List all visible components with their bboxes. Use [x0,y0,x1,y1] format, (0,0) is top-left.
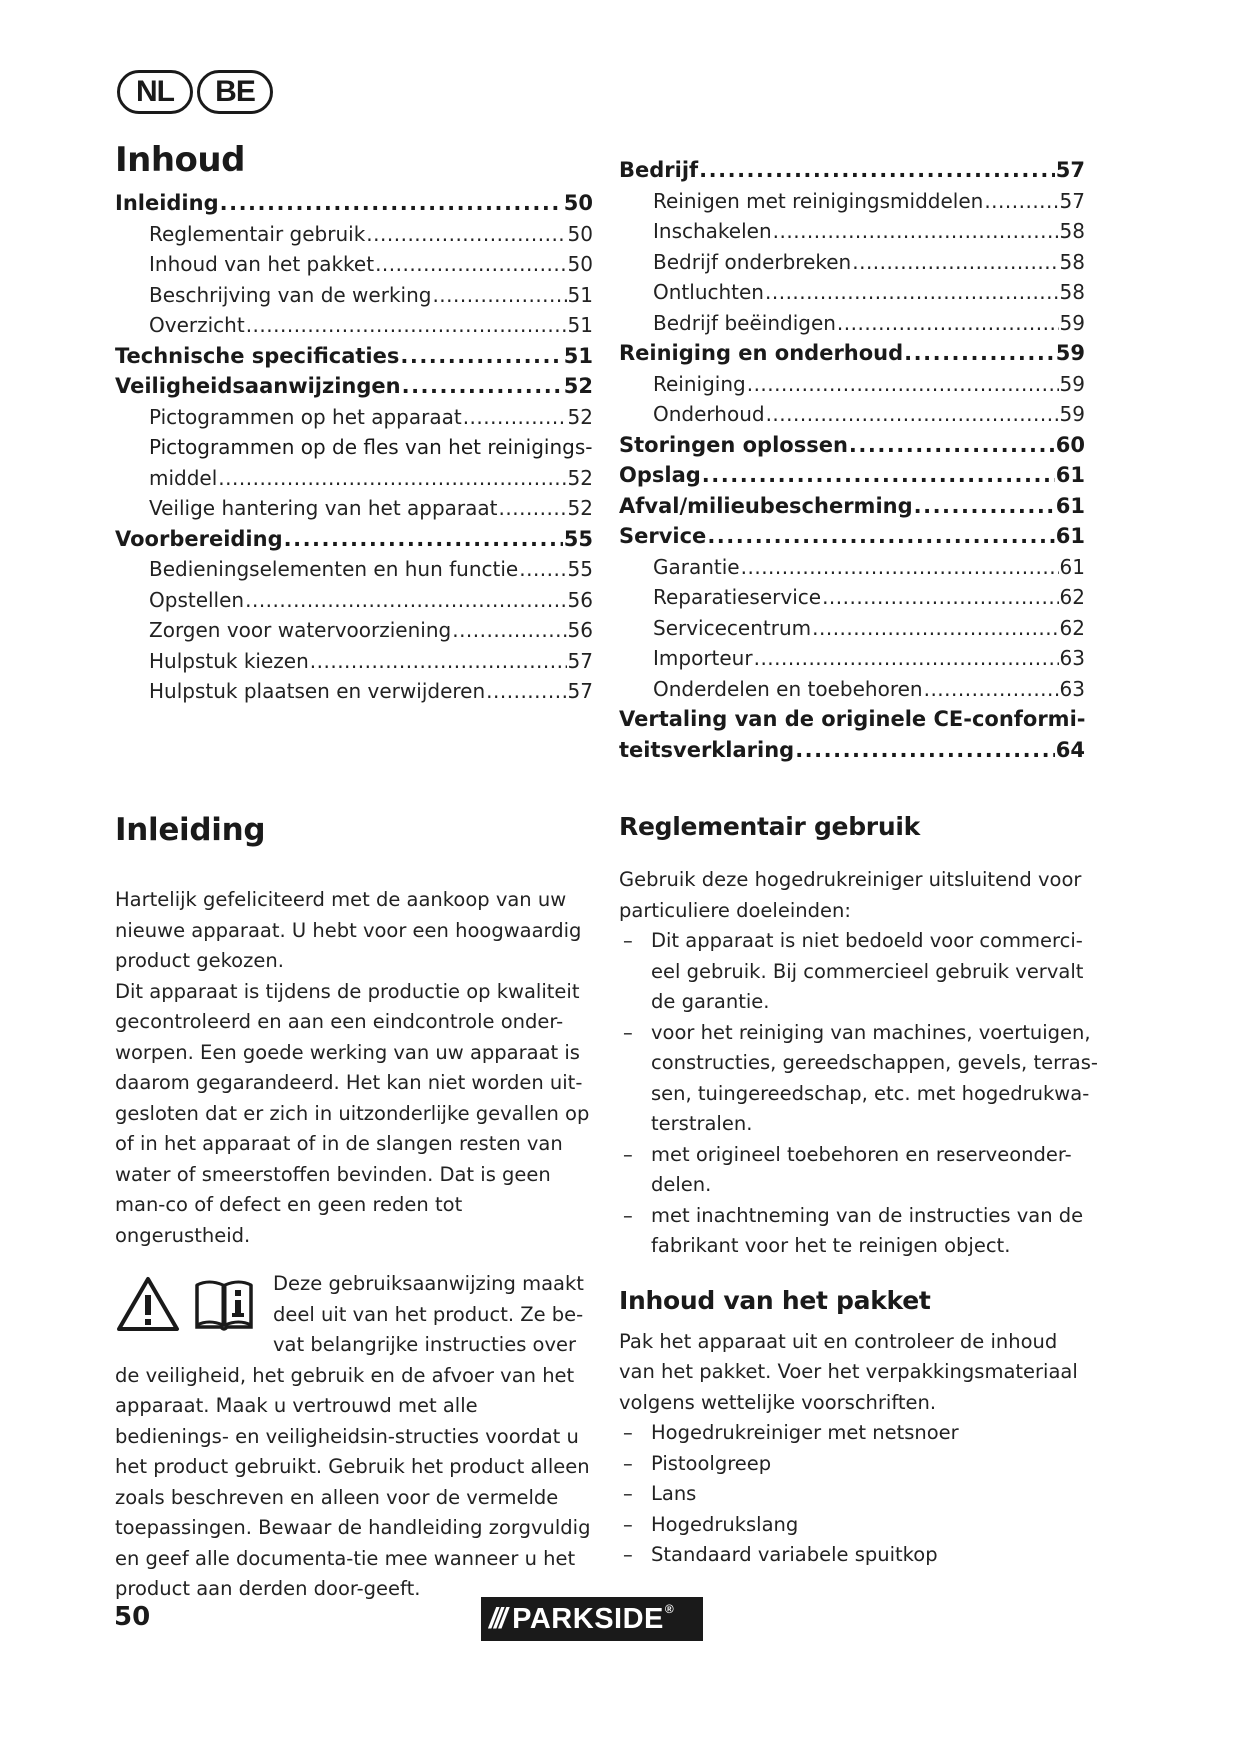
usage-intro: Gebruik deze hogedrukreiniger uitsluitend voor particuliere doeleinden: [619,868,1082,922]
toc-leader-dots [904,338,1055,369]
toc-entry-page: 51 [567,282,593,307]
toc-entry-page: 63 [1059,676,1085,701]
toc-entry-page: 62 [1059,585,1085,609]
toc-leader-dots [707,521,1054,552]
language-badges [117,70,273,114]
toc-leader-dots [220,188,563,219]
toc-entry-title: Opslag [619,463,701,487]
toc-entry [619,369,1085,400]
toc-leader-dots [754,643,1059,674]
toc-entry [115,493,593,524]
toc-entry-page: 56 [567,618,593,642]
list-item: – Hogedrukreiniger met netsnoer [619,1418,1099,1449]
list-item: – Pistoolgreep [619,1449,1099,1480]
toc-entry-page: 57 [567,679,593,703]
toc-entry-page: 55 [563,526,593,551]
language-badge: NL [117,70,193,114]
toc-entry [115,249,593,280]
list-item: – voor het reiniging van machines, voertuigen, constructies, gereedschappen, gevels, terras-sen, tuingereedschap, etc. met hogedrukwa-terstralen. [619,1018,1099,1140]
toc-entry [619,613,1085,644]
toc-entry-page: 62 [1059,615,1085,640]
toc-entry-title: Inhoud van het pakket [149,252,375,276]
toc-entry-title: Voorbereiding [115,526,283,551]
toc-entry-page: 51 [567,313,593,337]
toc-entry [115,615,593,646]
toc-leader-dots [702,460,1055,491]
page-number: 50 [114,1602,151,1632]
toc-leader-dots [747,369,1059,400]
toc-entry-page: 51 [563,343,593,368]
toc-entry [115,341,593,372]
toc-entry-title: Afval/milieubescherming [619,493,913,518]
toc-entry [619,186,1085,217]
toc-entry [115,371,593,402]
toc-entry [115,310,593,341]
toc-entry-page: 52 [567,404,593,429]
toc-leader-dots [849,430,1055,461]
toc-entry [619,643,1085,674]
toc-entry [619,216,1085,247]
intro-paragraph: Hartelijk gefeliciteerd met de aankoop van uw nieuwe apparaat. U hebt voor een hoogwaardig product gekozen. [115,888,582,972]
usage-heading: Reglementair gebruik [619,812,920,841]
toc-entry-title: Importeur [653,646,753,670]
toc-entry-title: Inschakelen [653,219,772,243]
toc-leader-dots [773,216,1059,247]
toc-entry [115,219,593,250]
toc-entry-title: Storingen oplossen [619,432,848,457]
toc-leader-dots [822,582,1058,613]
toc-entry [619,460,1085,491]
toc-entry [619,399,1085,430]
list-item: – Hogedrukslang [619,1510,1099,1541]
list-item: – Lans [619,1479,1099,1510]
toc-entry-title: Technische specificaties [115,343,400,368]
language-badge: BE [197,70,273,114]
toc-entry-page: 56 [567,587,593,612]
toc-leader-dots [463,402,567,433]
toc-entry-title: Hulpstuk plaatsen en verwijderen [149,679,486,703]
toc-leader-dots [852,247,1058,278]
toc-entry-page: 50 [563,191,593,215]
toc-entry-page: 50 [567,252,593,276]
intro-paragraph: Dit apparaat is tijdens de productie op kwaliteit gecontroleerd en aan een eindcontrole onder-worpen. Een goede werking van uw apparaat is daarom gegarandeerd. Het kan niet worden uit-gesloten dat er zich in uitzonderlijke gevallen op of in het apparaat of in de slangen resten van water of smeerstoffen bevinden. Dat is geen man-co of defect en geen reden tot ongerustheid. [115,979,590,1247]
toc-entry [115,676,593,707]
package-intro: Pak het apparaat uit en controleer de inhoud van het pakket. Voer het verpakkingsmateriaal volgens wettelijke voorschriften. [619,1329,1078,1414]
usage-section [619,812,1099,1571]
toc-entry-title: Veilige hantering van het apparaat [149,496,498,520]
toc-leader-dots [400,341,562,372]
toc-leader-dots [218,463,566,494]
toc-leader-dots [519,554,566,585]
toc-leader-dots [284,524,563,555]
toc-entry [619,674,1085,705]
toc-entry-title: Servicecentrum [653,615,812,640]
toc-left [115,188,593,707]
toc-entry [619,704,1085,735]
parkside-logo [481,1597,703,1641]
toc-entry-page: 57 [1055,158,1085,182]
toc-entry-title: Reinigen met reinigingsmiddelen [653,188,984,213]
read-manual-icon [191,1275,257,1333]
toc-entry [115,554,593,585]
toc-leader-dots [795,735,1055,766]
toc-entry [619,430,1085,461]
warning-triangle-icon [115,1275,181,1333]
toc-entry-page: 50 [567,221,593,246]
toc-entry-page: 57 [1059,188,1085,213]
package-list [619,1418,1099,1571]
toc-entry-title: Pictogrammen op het apparaat [149,404,462,429]
toc-entry-title: Onderdelen en toebehoren [653,676,923,701]
list-item: – Dit apparaat is niet bedoeld voor commerci-eel gebruik. Bij commercieel gebruik vervalt de garantie. [619,926,1099,1018]
toc-leader-dots [375,249,566,280]
toc-entry-page: 61 [1059,554,1085,579]
toc-entry [619,491,1085,522]
list-item: – met inachtneming van de instructies van de fabrikant voor het te reinigen object. [619,1201,1099,1262]
toc-leader-dots [246,310,567,341]
toc-entry-page: 58 [1059,249,1085,274]
toc-entry-title: Ontluchten [653,280,764,304]
toc-entry-title: Hulpstuk kiezen [149,648,309,673]
toc-leader-dots [699,155,1055,186]
toc-entry-page: 63 [1059,646,1085,670]
toc-entry [619,247,1085,278]
toc-entry-page: 55 [567,557,593,581]
toc-entry-title: Beschrijving van de werking [149,282,432,307]
warning-icons [115,1275,263,1335]
toc-title: Inhoud [115,140,245,180]
toc-entry-title: Service [619,524,707,548]
toc-entry [115,524,593,555]
toc-leader-dots [984,186,1058,217]
toc-entry-title: Bedrijf onderbreken [653,249,852,274]
toc-entry-page: 59 [1059,310,1085,335]
toc-entry-title: Bedieningselementen en hun functie [149,557,519,581]
logo-slashes: /// [489,1602,505,1635]
toc-entry-title: Opstellen [149,587,245,612]
toc-entry-title: Reparatieservice [653,585,822,609]
toc-entry-page: 52 [563,374,593,398]
toc-entry [115,402,593,433]
toc-entry [115,432,593,463]
toc-entry-page: 60 [1055,432,1085,457]
list-item: – Standaard variabele spuitkop [619,1540,1099,1571]
usage-list [619,926,1099,1262]
toc-entry-title: Bedrijf beëindigen [653,310,836,335]
toc-leader-dots [452,615,566,646]
toc-entry-title: Reiniging [653,371,746,396]
toc-entry-title: teitsverklaring [619,737,795,762]
toc-leader-dots [432,280,566,311]
toc-entry-title: Zorgen voor watervoorziening [149,618,452,642]
toc-entry-title: middel [149,465,218,490]
toc-entry-page: 52 [567,496,593,520]
toc-leader-dots [766,399,1059,430]
toc-entry-page: 59 [1055,341,1085,365]
toc-entry [619,521,1085,552]
warning-text: Deze gebruiksaanwijzing maakt deel uit van het product. Ze be-vat belangrijke instructies over de veiligheid, het gebruik en de afvoer van het apparaat. Maak u vertrouwd met alle bedienings- en veiligheidsin-structies voordat u het product gebruikt. Gebruik het product alleen zoals beschreven en alleen voor de vermelde toepassingen. Bewaar de handleiding zorgvuldig en geef alle documenta-tie mee wanneer u het product aan derden door-geeft. [115,1272,591,1600]
toc-entry [115,280,593,311]
toc-entry-page: 64 [1055,737,1085,762]
toc-entry [619,582,1085,613]
toc-leader-dots [499,493,567,524]
toc-entry [115,646,593,677]
toc-entry [115,585,593,616]
toc-entry [619,155,1085,186]
toc-entry [619,308,1085,339]
logo-registered: ® [664,1602,675,1616]
toc-entry-title: Veiligheidsaanwijzingen [115,374,401,398]
toc-entry-page: 59 [1059,371,1085,396]
toc-leader-dots [812,613,1058,644]
toc-entry-title: Overzicht [149,313,245,337]
toc-entry [115,188,593,219]
toc-entry-title: Garantie [653,554,740,579]
toc-entry-page: 61 [1055,493,1085,518]
package-heading: Inhoud van het pakket [619,1285,931,1315]
toc-entry [619,277,1085,308]
toc-leader-dots [402,371,563,402]
toc-entry-page: 57 [567,648,593,673]
toc-entry-page: 59 [1059,402,1085,426]
toc-entry-title: Vertaling van de originele CE-conformi- [619,707,1085,731]
toc-entry [619,338,1085,369]
toc-entry [115,463,593,494]
toc-entry [619,735,1085,766]
toc-entry-title: Inleiding [115,191,219,215]
toc-entry-page: 61 [1055,463,1085,487]
toc-entry-title: Pictogrammen op de fles van het reinigings- [149,435,593,459]
toc-entry-title: Reiniging en onderhoud [619,341,904,365]
toc-entry-page: 61 [1055,524,1085,548]
logo-text: PARKSIDE [512,1602,664,1635]
warning-block [115,1269,595,1605]
toc-entry-page: 58 [1059,280,1085,304]
toc-leader-dots [245,585,566,616]
toc-right [619,155,1085,765]
toc-leader-dots [765,277,1059,308]
toc-leader-dots [924,674,1059,705]
toc-entry-title: Bedrijf [619,158,699,182]
intro-heading: Inleiding [115,812,266,848]
list-item: – met origineel toebehoren en reserveonder-delen. [619,1140,1099,1201]
toc-leader-dots [741,552,1059,583]
toc-leader-dots [837,308,1059,339]
toc-entry-title: Onderhoud [653,402,765,426]
intro-body [115,885,595,1605]
toc-leader-dots [486,676,566,707]
toc-entry-title: Reglementair gebruik [149,221,366,246]
toc-leader-dots [914,491,1055,522]
toc-leader-dots [310,646,567,677]
toc-entry-page: 58 [1059,219,1085,243]
toc-leader-dots [366,219,566,250]
toc-entry-page: 52 [567,465,593,490]
toc-entry [619,552,1085,583]
